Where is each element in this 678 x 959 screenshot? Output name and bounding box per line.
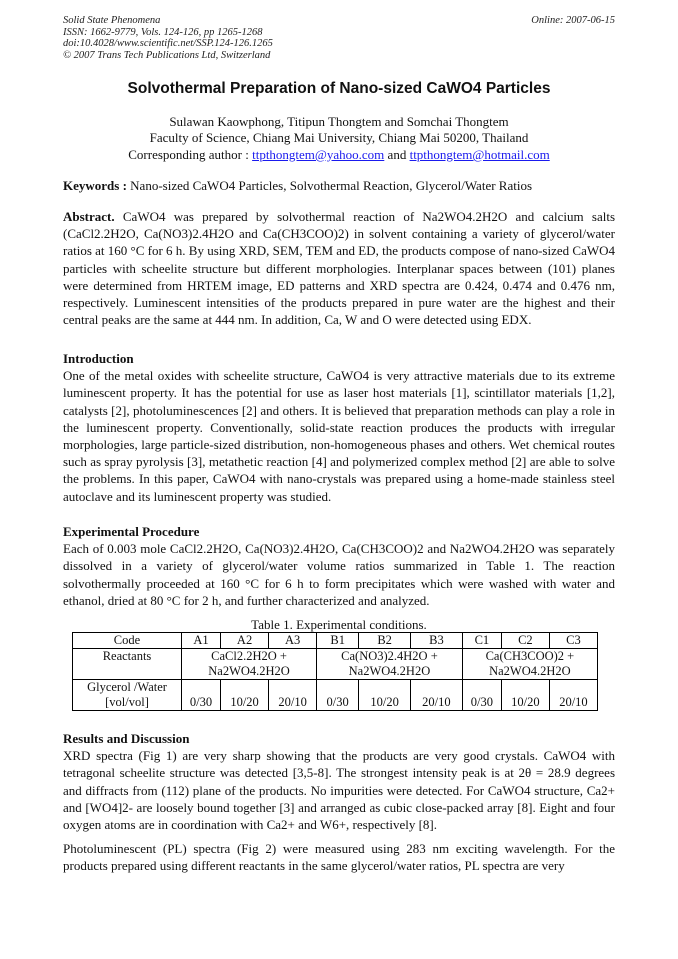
code-cell: B2 — [359, 633, 411, 649]
ratio-cell: 10/20 — [501, 680, 549, 711]
reactants-cell — [462, 649, 597, 680]
introduction-heading: Introduction — [63, 351, 134, 366]
reactant-line: CaCl2.2H2O + — [211, 649, 287, 663]
author-block — [0, 114, 678, 163]
ratio-cell: 20/10 — [411, 680, 463, 711]
issn-line: ISSN: 1662-9779, Vols. 124-126, pp 1265-1268 — [63, 26, 263, 38]
pl-paragraph: Photoluminescent (PL) spectra (Fig 2) were measured using 283 nm exciting wavelength. For the products prepared using different reactants in the same glycerol/water ratios, PL spectra are very — [63, 841, 615, 874]
reactant-line: Na2WO4.2H2O — [489, 664, 571, 678]
corresponding-line: Corresponding author : ttpthongtem@yahoo.com and ttpthongtem@hotmail.com — [128, 146, 550, 162]
table-row — [73, 649, 598, 680]
code-cell: C3 — [549, 633, 597, 649]
table-caption: Table 1. Experimental conditions. — [251, 617, 427, 632]
paper-title: Solvothermal Preparation of Nano-sized CaWO4 Particles — [127, 80, 551, 97]
conditions-table — [72, 632, 598, 711]
affiliation: Faculty of Science, Chiang Mai University, Chiang Mai 50200, Thailand — [149, 130, 529, 146]
keywords-label: Keywords : — [63, 178, 127, 193]
results-text: XRD spectra (Fig 1) are very sharp showing that the products are very good crystals. CaWO4 with tetragonal scheelite structure was detected [3,5-8]. The strongest intensity peak is at 2θ = 28.9 degrees and diffracts from (112) plane of the products. No impurities were detected. For CaWO4 structure, Ca2+ and [WO4]2- are loosely bound together [3] and arranged as cubic close-packed array [8]. Eight and four oxygen atoms are in coordination with Ca2+ and W6+, respectively [8]. — [63, 748, 615, 833]
results-section — [63, 730, 615, 833]
experimental-text: Each of 0.003 mole CaCl2.2H2O, Ca(NO3)2.4H2O, Ca(CH3COO)2 and Na2WO4.2H2O was separately dissolved in a variety of glycerol/water volume ratios summarized in Table 1. The reaction solvothermally proceeded at 160 °C for 6 h to form precipitates which were washed with water and ethanol, dried at 80 °C for 2 h, and further characterized and analyzed. — [63, 541, 615, 608]
code-header: Code — [73, 633, 182, 649]
reactants-header — [73, 649, 182, 680]
ratio-cell: 20/10 — [549, 680, 597, 711]
reactants-cell — [182, 649, 317, 680]
reactants-label: Reactants — [102, 649, 152, 663]
reactant-line: Ca(NO3)2.4H2O + — [341, 649, 438, 663]
table-row — [73, 680, 598, 711]
table-row — [73, 633, 598, 649]
keywords-text: Nano-sized CaWO4 Particles, Solvothermal Reaction, Glycerol/Water Ratios — [130, 178, 533, 193]
ratio-cell: 10/20 — [359, 680, 411, 711]
journal-name: Solid State Phenomena — [63, 15, 161, 26]
ratio-cell: 0/30 — [317, 680, 359, 711]
code-cell: C1 — [462, 633, 501, 649]
copyright-line: © 2007 Trans Tech Publications Ltd, Switzerland — [63, 49, 271, 61]
reactant-line: Na2WO4.2H2O — [348, 664, 431, 678]
ratio-cell: 20/10 — [269, 680, 317, 711]
ratio-cell: 0/30 — [182, 680, 221, 711]
keywords-line — [63, 177, 615, 194]
code-cell: B3 — [411, 633, 463, 649]
email-link-hotmail[interactable]: ttpthongtem@hotmail.com — [409, 146, 550, 162]
ratio-cell: 0/30 — [462, 680, 501, 711]
online-date: Online: 2007-06-15 — [531, 15, 615, 26]
doi-line: doi:10.4028/www.scientific.net/SSP.124-126.1265 — [63, 38, 273, 50]
ratio-cell: 10/20 — [221, 680, 269, 711]
reactant-line: Na2WO4.2H2O — [208, 664, 290, 678]
introduction-section — [63, 350, 615, 505]
corresponding-label: Corresponding author : — [128, 146, 249, 162]
code-cell: A1 — [182, 633, 221, 649]
abstract-text: CaWO4 was prepared by solvothermal reaction of Na2WO4.2H2O and calcium salts (CaCl2.2H2O, Ca(NO3)2.4H2O and Ca(CH3COO)2) in solvent containing a variety of glycerol/water ratios at 160 °C for 6 h. By using XRD, SEM, TEM and ED, the products compose of nano-sized CaWO4 particles with scheelite structure but different morphologies. Interplanar spaces between (101) planes were determined from HRTEM image, ED patterns and XRD spectra are 0.424, 0.474 and 0.476 nm, respectively. Luminescent intensities of the products prepared in pure water are the highest and their central peaks are the same at 444 nm. In addition, Ca, W and O were detected using EDX. — [63, 209, 615, 328]
journal-header — [63, 15, 615, 61]
author-list: Sulawan Kaowphong, Titipun Thongtem and Somchai Thongtem — [169, 114, 509, 129]
ratio-label-line: Glycerol /Water — [87, 680, 167, 694]
abstract-paragraph — [63, 208, 615, 328]
code-cell: C2 — [501, 633, 549, 649]
code-cell: A3 — [269, 633, 317, 649]
abstract-label: Abstract. — [63, 209, 115, 224]
experimental-section — [63, 523, 615, 609]
email-link-yahoo[interactable]: ttpthongtem@yahoo.com — [252, 146, 385, 162]
results-heading: Results and Discussion — [63, 731, 190, 746]
experimental-heading: Experimental Procedure — [63, 524, 200, 539]
reactant-line: Ca(CH3COO)2 + — [485, 649, 575, 663]
code-cell: A2 — [221, 633, 269, 649]
code-cell: B1 — [317, 633, 359, 649]
ratio-header — [73, 680, 182, 711]
introduction-text: One of the metal oxides with scheelite structure, CaWO4 is very attractive materials due to its extreme luminescent property. It has the potential for use as laser host materials [1], scintillator materials [1,2], catalysts [2], photoluminescences [2] and others. It is believed that preparation methods can play a role in the luminescent property. Conventionally, solid-state reaction produces the products with irregular morphologies, large particle-sized distribution, non-homogeneous phases and others. Wet chemical routes such as spray pyrolysis [3], metathetic reaction [4] and polymerized complex method [2] are able to solve the problems. In this paper, CaWO4 with nano-crystals was prepared using a home-made stainless steel autoclave and its luminescent property was studied. — [63, 368, 615, 504]
reactants-cell — [317, 649, 463, 680]
ratio-label-line: [vol/vol] — [105, 695, 149, 709]
